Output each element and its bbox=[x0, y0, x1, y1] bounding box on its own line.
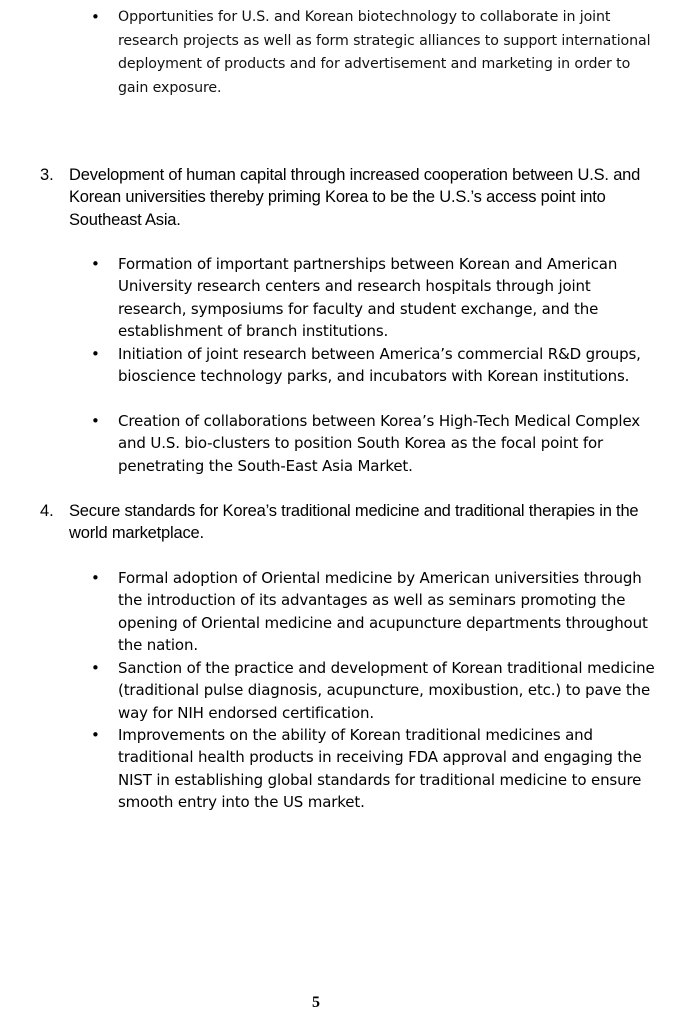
bullet-marker: • bbox=[91, 569, 100, 587]
bullet-marker: • bbox=[91, 255, 100, 273]
section-heading: Development of human capital through increased cooperation between U.S. and Korean universities thereby priming Korea to be the U.S.’s access point into Southeast Asia. bbox=[69, 166, 641, 229]
bullet-text: Initiation of joint research between America’s commercial R&D groups, bioscience technology parks, and incubators with Korean institutions. bbox=[118, 345, 641, 386]
bullet-text: Creation of collaborations between Korea’s High-Tech Medical Complex and U.S. bio-clusters to position South Korea as the focal point for penetrating the South-East Asia Market. bbox=[118, 412, 640, 475]
bullet-text: Sanction of the practice and development of Korean traditional medicine (traditional pulse diagnosis, acupuncture, moxibustion, etc.) to pave the way for NIH endorsed certification. bbox=[118, 659, 655, 722]
bullet-text: Formal adoption of Oriental medicine by American universities through the introduction of its advantages as well as seminars promoting the opening of Oriental medicine and acupuncture departments throughout the nation. bbox=[118, 569, 648, 654]
bullet-text: Opportunities for U.S. and Korean biotechnology to collaborate in joint research projects as well as form strategic alliances to support international deployment of products and for advertisement and marketing in order to gain exposure. bbox=[118, 9, 651, 96]
bullet-marker: • bbox=[91, 8, 100, 26]
bullet-text: Improvements on the ability of Korean traditional medicines and traditional health products in receiving FDA approval and engaging the NIST in establishing global standards for traditional medicine to ensure smooth entry into the US market. bbox=[118, 726, 642, 811]
bullet-marker: • bbox=[91, 345, 100, 363]
section-heading: Secure standards for Korea’s traditional medicine and traditional therapies in the world marketplace. bbox=[69, 502, 639, 543]
section-number: 3. bbox=[40, 166, 54, 184]
bullet-marker: • bbox=[91, 659, 100, 677]
bullet-text: Formation of important partnerships between Korean and American University research centers and research hospitals through joint research, symposiums for faculty and student exchange, and the establishment of branch institutions. bbox=[118, 255, 618, 340]
section-number: 4. bbox=[40, 502, 54, 520]
bullet-marker: • bbox=[91, 726, 100, 744]
page-number: 5 bbox=[312, 994, 320, 1011]
bullet-marker: • bbox=[91, 412, 100, 430]
